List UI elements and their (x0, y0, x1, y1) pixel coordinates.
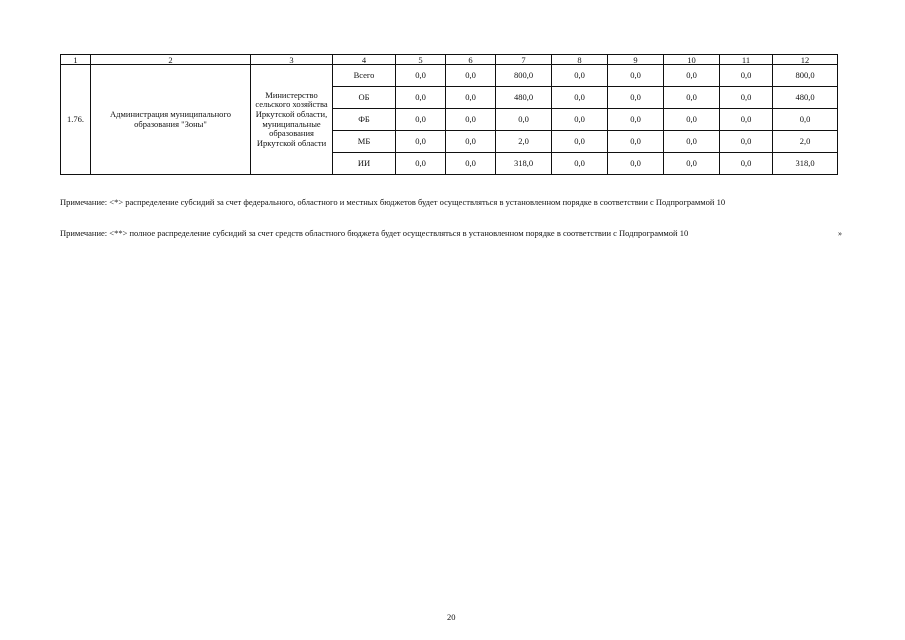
row-number: 1.76. (61, 65, 91, 175)
value-cell: 2,0 (496, 131, 552, 153)
value-cell: 0,0 (608, 131, 664, 153)
footnote-regional: Примечание: <**> полное распределение субсидий за счет средств областного бюджета будет осуществляться в установленном порядке в соответствии с Подпрограммой 10 (60, 228, 689, 238)
column-header: 1 (61, 55, 91, 65)
value-cell: 0,0 (552, 87, 608, 109)
value-cell: 0,0 (552, 65, 608, 87)
page-number: 20 (447, 612, 456, 622)
funding-source: ОБ (333, 87, 396, 109)
value-cell: 0,0 (396, 153, 446, 175)
value-cell: 0,0 (552, 131, 608, 153)
column-header: 12 (773, 55, 838, 65)
funding-source: Всего (333, 65, 396, 87)
funding-source: ФБ (333, 109, 396, 131)
organization-cell: Администрация муниципального образования "Зоны" (91, 65, 251, 175)
value-cell: 0,0 (608, 153, 664, 175)
value-cell: 0,0 (446, 109, 496, 131)
value-cell: 0,0 (446, 87, 496, 109)
value-cell: 0,0 (608, 87, 664, 109)
column-header: 8 (552, 55, 608, 65)
value-cell: 0,0 (720, 131, 773, 153)
column-header: 11 (720, 55, 773, 65)
value-cell: 2,0 (773, 131, 838, 153)
footnote-federal: Примечание: <*> распределение субсидий за счет федерального, областного и местных бюджетов будет осуществляться в установленном порядке в соответствии с Подпрограммой 10 (60, 197, 726, 207)
subsidy-table (60, 54, 838, 175)
value-cell: 0,0 (446, 153, 496, 175)
column-header: 9 (608, 55, 664, 65)
value-cell: 480,0 (496, 87, 552, 109)
value-cell: 0,0 (608, 109, 664, 131)
value-cell: 318,0 (496, 153, 552, 175)
column-header: 4 (333, 55, 396, 65)
value-cell: 0,0 (608, 65, 664, 87)
value-cell: 0,0 (664, 153, 720, 175)
value-cell: 0,0 (664, 87, 720, 109)
value-cell: 0,0 (664, 65, 720, 87)
value-cell: 0,0 (396, 65, 446, 87)
table-header-row (61, 55, 838, 65)
value-cell: 0,0 (446, 131, 496, 153)
column-header: 6 (446, 55, 496, 65)
value-cell: 0,0 (720, 109, 773, 131)
value-cell: 318,0 (773, 153, 838, 175)
value-cell: 0,0 (552, 153, 608, 175)
value-cell: 0,0 (664, 131, 720, 153)
value-cell: 0,0 (396, 109, 446, 131)
value-cell: 0,0 (396, 87, 446, 109)
funding-source: МБ (333, 131, 396, 153)
responsible-cell: Министерство сельского хозяйства Иркутской области, муниципальные образования Иркутской области (251, 65, 333, 175)
value-cell: 0,0 (396, 131, 446, 153)
stray-mark: » (838, 229, 842, 238)
value-cell: 800,0 (773, 65, 838, 87)
column-header: 3 (251, 55, 333, 65)
column-header: 7 (496, 55, 552, 65)
value-cell: 0,0 (773, 109, 838, 131)
column-header: 2 (91, 55, 251, 65)
value-cell: 0,0 (446, 65, 496, 87)
value-cell: 480,0 (773, 87, 838, 109)
value-cell: 0,0 (720, 153, 773, 175)
value-cell: 0,0 (720, 87, 773, 109)
funding-source: ИИ (333, 153, 396, 175)
column-header: 5 (396, 55, 446, 65)
value-cell: 0,0 (496, 109, 552, 131)
value-cell: 0,0 (720, 65, 773, 87)
value-cell: 800,0 (496, 65, 552, 87)
value-cell: 0,0 (664, 109, 720, 131)
column-header: 10 (664, 55, 720, 65)
value-cell: 0,0 (552, 109, 608, 131)
table-row (61, 65, 838, 87)
